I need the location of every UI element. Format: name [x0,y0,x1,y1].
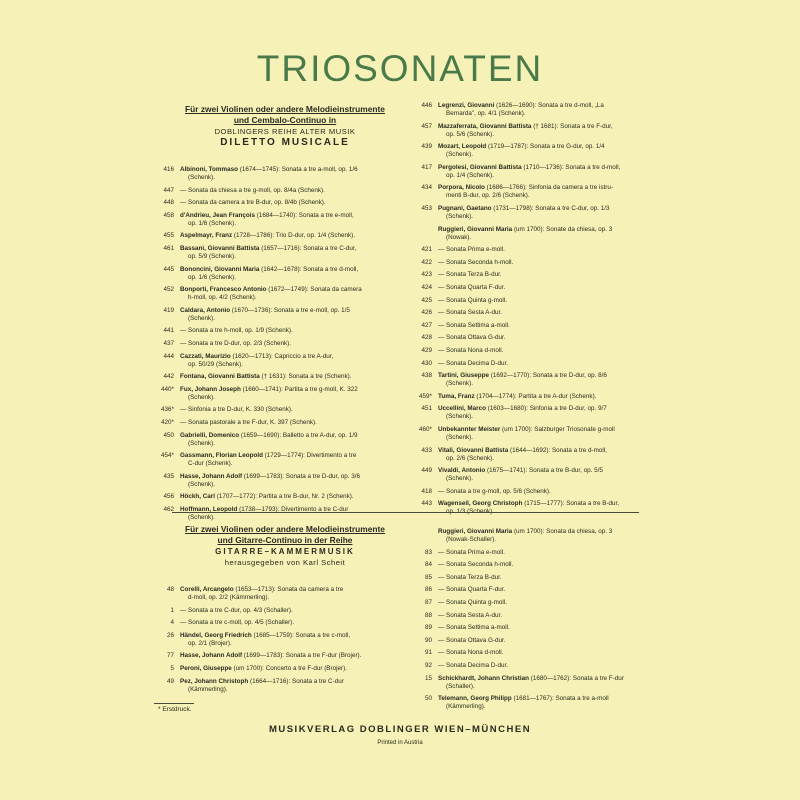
work-description: († 1681): Sonata a tre F-dur, [533,122,613,130]
work-description: — Sonata Quarta F-dur. [438,586,506,594]
composer-name: Fontana, Giovanni Battista [180,373,260,381]
composer-name: Fux, Johann Joseph [180,385,241,393]
work-description: (1686—1766): Sinfonia da camera a tre istru- [486,184,613,192]
entry-text [438,637,662,645]
work-continuation: op. 1/6 (Schenk). [188,219,236,227]
work-description: (1707—1772): Partita a tre B-dur, Nr. 2 (Schenk). [216,493,354,501]
entry-text [180,187,404,195]
entry-text [438,405,662,421]
entry-text [180,506,404,522]
catalog-number: 444 [163,352,174,360]
entry-text [180,353,404,369]
composer-name: Tuma, Franz [438,392,475,400]
catalog-number: 5 [170,665,174,672]
work-description: — Sonata a tre g-moll, op. 5/6 (Schenk). [438,487,551,495]
entry-text [438,675,662,691]
work-description: (1664—1716): Sonata a tre C-dur [249,677,344,685]
composer-name: Aspelmayr, Franz [180,232,233,240]
work-description: (1642—1678): Sonata a tre d-moll, [261,265,359,273]
entry-text [438,184,662,200]
work-description: — Sonata Ottava G-dur. [438,334,506,342]
work-continuation: op. 2/6 (Schenk). [446,454,494,462]
catalog-number: 420* [161,419,174,426]
catalog-number: 454* [161,452,174,460]
catalog-number: 87 [424,599,432,606]
entry-text [438,624,662,632]
composer-name: Cazzati, Maurizio [180,352,231,360]
catalog-number: 438 [421,372,432,380]
entry-text [438,309,662,317]
work-continuation: op. 1/6 (Schenk). [188,273,236,281]
composer-name: Mazzaferrata, Giovanni Battista [438,122,532,130]
work-continuation: Bernarda", op. 4/1 (Schenk). [446,110,526,117]
catalog-number: 433 [421,446,432,454]
work-continuation: (Schenk). [188,514,215,521]
publisher: MUSIKVERLAG DOBLINGER WIEN–MÜNCHEN [268,724,532,735]
work-description: (1728—1786): Trio D-dur, op. 1/4 (Schenk). [233,232,356,240]
work-description: (1675—1741): Sonata a tre B-dur, op. 5/5 [486,467,603,475]
catalog-number: 451 [421,405,432,413]
composer-name: Uccellini, Marco [438,405,486,413]
catalog-number: 459* [419,392,432,400]
work-description: — Sonata Decima D-dur. [438,662,508,669]
work-description: (1603—1680): Sinfonia a tre D-dur, op. 9/7 [487,405,607,413]
work-continuation: (Schenk). [188,174,215,181]
catalog-number: 86 [424,586,432,594]
catalog-number: 450 [163,431,174,439]
section1-header [160,104,410,148]
entry-text [180,386,404,402]
entry-text [180,678,404,694]
work-description: — Sonata Quarta F-dur. [438,284,506,291]
work-continuation: op. 1/4 (Schenk). [446,171,494,179]
work-description: (1684—1740): Sonata a tre e-moll, [256,211,354,219]
work-description: — Sonata a tre h-moll, op. 1/9 (Schenk). [180,327,293,335]
section2-header [160,524,410,568]
entry-text [180,419,404,427]
catalog-number: 441 [163,327,174,335]
catalog-number: 430 [421,359,432,367]
work-description: (1715—1777): Sonata a tre B-dur, [524,500,620,508]
entry-text [180,586,404,602]
catalog-number: 91 [424,649,432,657]
work-continuation: op. 5/9 (Schenk). [188,253,236,260]
catalog-number: 435 [163,472,174,480]
section1-line1: Für zwei Violinen oder andere Melodieinstrumente [185,104,385,114]
work-continuation: (Schenk). [446,380,473,388]
section2-line3: GITARRE–KAMMERMUSIK [215,547,355,556]
entry-text [438,259,662,267]
catalog-number: 439 [421,143,432,151]
section2-line4: herausgegeben von Karl Scheit [224,558,346,567]
composer-name: Bassani, Giovanni Battista [180,245,260,252]
work-description: (1738—1793): Divertimento a tre C-dur [239,506,349,513]
work-description: — Sonata a tre c-moll, op. 4/5 (Schaller). [180,619,295,627]
work-description: (1660—1741): Partita a tre g-moll, K. 322 [242,385,358,393]
composer-name: Händel, Georg Friedrich [180,631,252,639]
work-description: (1659—1690): Balletto a tre A-dur, op. 1/9 [240,431,358,439]
catalog-number: 89 [424,624,432,632]
work-description: — Sonata Quinta g-moll. [438,599,507,606]
composer-name: Vitali, Giovanni Battista [438,446,509,454]
entry-text [438,297,662,305]
work-description: — Sonata Prima e-moll. [438,246,505,254]
catalog-number: 440* [161,385,174,393]
work-continuation: op. 5/6 (Schenk). [446,130,494,138]
work-description: — Sonata pastorale a tre F-dur, K. 397 (Schenk). [180,419,317,426]
work-description: — Sonata da camera a tre B-dur, op. 8/4b (Schenk). [180,199,326,207]
entry-text [438,528,662,544]
entry-text [438,164,662,180]
catalog-number: 50 [424,695,432,703]
work-description: — Sonata Sesta A-dur. [438,309,503,317]
catalog-number: 416 [163,166,174,173]
catalog-number: 26 [166,631,174,639]
entry-text [438,246,662,254]
composer-name: Gassmann, Florian Leopold [180,452,263,460]
work-continuation: menti B-dur, op. 2/6 (Schenk). [446,192,530,200]
catalog-number: 424 [421,284,432,291]
composer-name: Pez, Johann Christoph [180,677,249,685]
entry-text [438,426,662,442]
work-continuation: (Nowak-Schaller). [446,536,497,543]
work-continuation: (Schenk). [446,151,473,159]
catalog-number: 15 [424,674,432,682]
work-continuation: (Nowak). [446,233,472,241]
work-description: — Sonata Prima e-moll. [438,548,505,556]
entry-text [438,447,662,463]
entry-text [180,212,404,228]
work-description: — Sonata Nona d-moll. [438,649,504,657]
catalog-number: 421 [421,246,432,254]
catalog-number: 437 [163,340,174,347]
entry-text [438,226,662,242]
work-continuation: (Schenk). [446,213,473,220]
work-description: — Sinfonia a tre D-dur, K. 330 (Schenk). [180,406,293,414]
section1-line4: DILETTO MUSICALE [220,137,350,148]
entry-text [438,347,662,355]
work-continuation: (Schenk). [446,475,473,483]
work-continuation: (Kämmerling). [446,703,486,711]
entry-text [180,607,404,615]
work-description: (1672—1749): Sonata da camera [268,286,362,294]
work-description: (1680—1762): Sonata a tre F-dur [530,674,624,682]
footnote-rule [154,703,194,704]
catalog-number: 83 [424,548,432,556]
entry-text [438,488,662,496]
catalog-number: 49 [166,677,174,685]
catalog-number: 449 [421,467,432,475]
composer-name: Pugnani, Gaetano [438,205,492,212]
entry-text [438,372,662,388]
work-description: (1710—1736): Sonata a tre d-moll, [523,163,621,171]
entry-text [438,360,662,368]
catalog-number: 77 [166,652,174,660]
work-description: — Sonata Ottava G-dur. [438,636,506,644]
catalog-number: 84 [424,561,432,569]
work-continuation: op. 2/1 (Brojer). [188,639,232,647]
catalog-number: 48 [166,586,174,593]
entry-text [180,307,404,323]
entry-text [438,649,662,657]
composer-name: Unbekannter Meister [438,426,501,433]
work-description: (1670—1736): Sonata a tre e-moll, op. 1/5 [231,306,350,314]
catalog-number: 453 [421,205,432,212]
work-description: — Sonata Seconda h-moll. [438,561,514,569]
catalog-number: 423 [421,271,432,279]
composer-name: Ruggieri, Giovanni Maria [438,528,513,535]
entry-text [438,322,662,330]
entry-text [180,452,404,468]
entry-text [438,574,662,582]
work-continuation: (Schenk). [188,314,215,322]
composer-name: Bononcini, Giovanni Maria [180,265,260,273]
composer-name: Hoffmann, Leopold [180,506,238,513]
work-description: (1699—1783): Sonata a tre F-dur (Brojer). [243,652,362,660]
section1-line2: und Cembalo-Continuo in [233,115,337,125]
work-continuation: C-dur (Schenk). [188,460,233,468]
entry-text [438,143,662,159]
work-description: (1699—1783): Sonata a tre D-dur, op. 3/6 [243,472,361,480]
work-description: — Sonata Seconda h-moll. [438,258,514,266]
footnote: * Erstdruck. [158,706,192,713]
entry-text [180,665,404,673]
composer-name: Peroni, Giuseppe [180,665,232,672]
composer-name: Schickhardt, Johann Christian [438,674,529,682]
catalog-number: 445 [163,265,174,273]
entry-text [438,599,662,607]
printed-in: Printed in Austria [377,740,423,746]
composer-name: Tartini, Giuseppe [438,372,489,380]
work-description: (1704—1774): Partita a tre A-dur (Schenk). [476,392,597,400]
entry-text [180,340,404,348]
composer-name: Höckh, Carl [180,493,215,501]
catalog-number: 4 [170,619,174,627]
section2-line2: und Gitarre-Continuo in der Reihe [217,535,353,545]
composer-name: Hasse, Johann Adolf [180,472,243,480]
work-description: (1620—1713): Capriccio a tre A-dur, [232,352,334,360]
work-continuation: d-moll, op. 2/2 (Kämmerling). [188,594,270,601]
catalog-number: 419 [163,306,174,314]
entry-text [180,406,404,414]
catalog-number: 461 [163,245,174,252]
entry-text [438,586,662,594]
composer-name: Wagenseil, Georg Christoph [438,500,523,508]
work-description: — Sonata Sesta A-dur. [438,611,503,619]
entry-text [438,662,662,670]
catalog-number: 455 [163,232,174,240]
composer-name: Mozart, Leopold [438,143,487,151]
catalog-number: 428 [421,334,432,342]
entry-text [438,695,662,711]
work-continuation: (Kämmerling). [188,685,228,693]
entry-text [438,123,662,139]
entry-text [180,373,404,381]
work-description: — Sonata Settima a-moll. [438,624,510,632]
entry-text [438,393,662,401]
composer-name: Bonporti, Francesco Antonio [180,286,267,294]
work-description: — Sonata Nona d-moll. [438,347,504,354]
entry-text [180,493,404,501]
work-continuation: (Schenk). [188,393,215,401]
composer-name: Vivaldi, Antonio [438,467,486,475]
entry-text [438,102,662,118]
work-description: (um 1700): Salzburger Triosonate g-moll [502,426,615,433]
entry-text [180,652,404,660]
work-description: (1644—1692): Sonata a tre d-moll, [509,446,607,454]
catalog-number: 460* [419,426,432,433]
work-description: — Sonata Settima a-moll. [438,321,510,329]
catalog-number: 417 [421,163,432,171]
entry-text [438,284,662,292]
work-description: (1729—1774): Divertimento a tre [264,452,357,460]
entry-text [438,612,662,620]
entry-text [438,500,662,516]
catalog-number: 436* [161,406,174,414]
entry-text [180,232,404,240]
entry-text [180,432,404,448]
work-description: — Sonata Quinta g-moll. [438,296,507,304]
catalog-number: 458 [163,211,174,219]
composer-name: Pergolesi, Giovanni Battista [438,163,522,171]
work-description: (1692—1770): Sonata a tre D-dur, op. 8/6 [490,372,607,380]
catalog-number: 429 [421,347,432,354]
work-description: (um 1700): Concerto a tre F-dur (Brojer). [233,665,347,672]
composer-name: Caldara, Antonio [180,306,231,314]
entry-text [180,619,404,627]
catalog-number: 447 [163,186,174,194]
work-continuation: (Schenk). [446,434,473,441]
entry-text [180,473,404,489]
work-description: (1653—1713): Sonata da camera a tre [235,586,344,593]
catalog-number: 456 [163,493,174,501]
work-description: — Sonata Decima D-dur. [438,359,508,367]
entry-text [180,166,404,182]
composer-name: Albinoni, Tommaso [180,166,238,173]
catalog-number: 92 [424,662,432,669]
work-continuation: (Schenk). [188,480,215,488]
section1-line3: DOBLINGERS REIHE ALTER MUSIK [214,127,356,136]
catalog-number: 446 [421,102,432,109]
entry-text [180,199,404,207]
work-description: (1657—1716): Sonata a tre C-dur, [261,245,357,252]
catalog-number: 418 [421,487,432,495]
entry-text [180,245,404,261]
composer-name: Gabrielli, Domenico [180,431,240,439]
section2-line1: Für zwei Violinen oder andere Melodieinstrumente [185,524,385,534]
composer-name: Telemann, Georg Philipp [438,695,512,703]
work-description: (um 1700): Sonate da chiesa, op. 3 [513,225,613,233]
entry-text [438,549,662,557]
work-description: — Sonata Terza B-dur. [438,271,502,279]
composer-name: d'Andrieu, Jean François [180,211,255,219]
catalog-number: 434 [421,184,432,192]
work-description: — Sonata a tre C-dur, op. 4/3 (Schaller). [180,606,293,614]
composer-name: Corelli, Arcangelo [180,586,234,593]
catalog-number: 442 [163,373,174,381]
work-description: (1731—1798): Sonata a tre C-dur, op. 1/3 [493,205,610,212]
work-continuation: op. 50/29 (Schenk). [188,360,243,368]
entry-text [438,271,662,279]
composer-name: Hasse, Johann Adolf [180,652,243,660]
catalog-number: 452 [163,286,174,294]
catalog-number: 422 [421,258,432,266]
work-description: — Sonata a tre D-dur, op. 2/3 (Schenk). [180,340,291,347]
entry-text [180,286,404,302]
composer-name: Legrenzi, Giovanni [438,102,495,109]
work-description: (1626—1690): Sonata a tre d-moll, „La [496,102,604,109]
entry-text [438,561,662,569]
catalog-number: 462 [163,506,174,513]
catalog-number: 427 [421,321,432,329]
page-title: TRIOSONATEN [256,48,544,89]
work-description: — Sonata Terza B-dur. [438,573,502,581]
work-description: (um 1700): Sonata da chiesa, op. 3 [513,528,613,535]
catalog-number: 443 [421,500,432,508]
work-continuation: (Schenk). [188,439,215,447]
entry-text [438,334,662,342]
work-continuation: (Schenk). [446,413,473,421]
catalog-number: 85 [424,573,432,581]
work-continuation: h-moll, op. 4/2 (Schenk). [188,294,257,302]
work-continuation: (Schaller). [446,682,475,690]
catalog-number: 90 [424,636,432,644]
work-description: — Sonata da chiesa a tre g-moll, op. 8/4a (Schenk). [180,186,325,194]
catalog-number: 426 [421,309,432,317]
entry-text [180,327,404,335]
entry-text [438,467,662,483]
work-description: (1674—1745): Sonata a tre a-moll, op. 1/6 [239,166,358,173]
catalog-number: 425 [421,296,432,304]
work-continuation: op. 1/3 (Schenk). [446,508,494,516]
catalog-number: 88 [424,611,432,619]
catalog-number: 1 [170,606,174,614]
section-divider-right [409,512,639,513]
work-description: (1685—1759): Sonata a tre c-moll, [253,631,351,639]
catalog-number: 448 [163,199,174,207]
entry-text [180,632,404,648]
composer-name: Porpora, Nicolo [438,184,485,192]
composer-name: Ruggieri, Giovanni Maria [438,225,513,233]
catalog-number: 457 [421,122,432,130]
work-description: († 1631): Sonata a tre (Schenk). [261,373,352,381]
entry-text [438,205,662,221]
work-description: (1719—1787): Sonata a tre G-dur, op. 1/4 [488,143,605,151]
section-divider-left [172,512,409,513]
work-description: (1681—1767): Sonata a tre a-moll [513,695,609,703]
entry-text [180,266,404,282]
